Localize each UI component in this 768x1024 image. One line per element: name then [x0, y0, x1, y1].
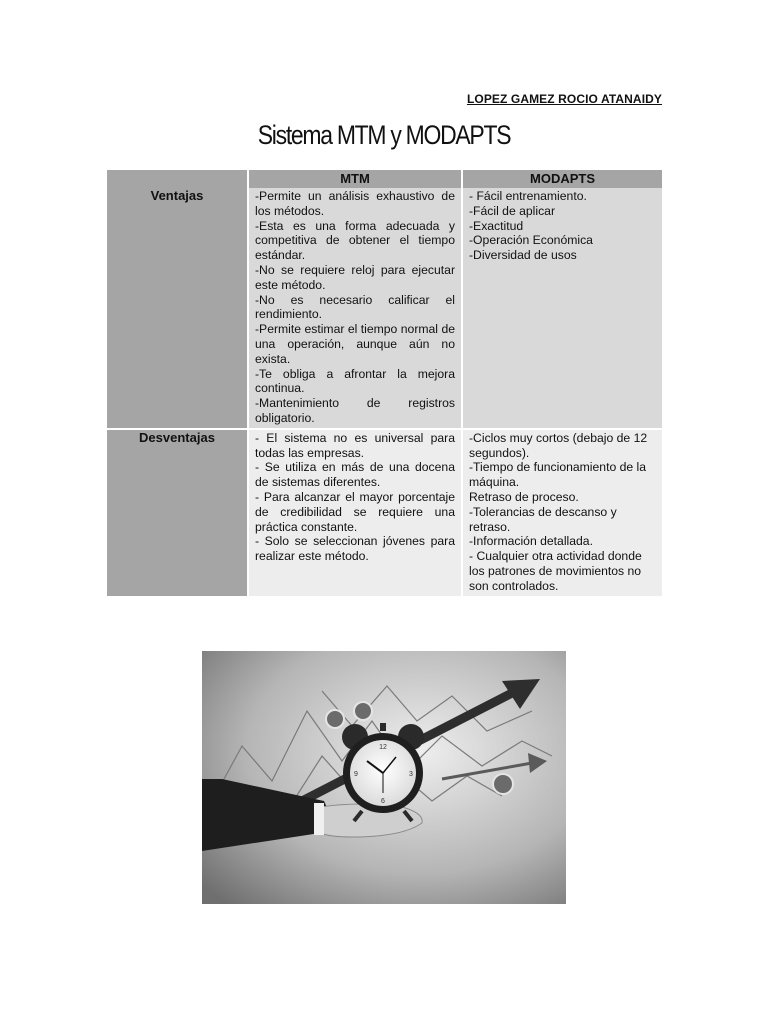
list-item: -Permite estimar el tiempo normal de una operación, aunque aún no exista.	[255, 322, 455, 366]
comparison-table	[107, 170, 662, 596]
list-item: -Mantenimiento de registros obligatorio.	[255, 396, 455, 425]
list-item: - Para alcanzar el mayor porcentaje de credibilidad se requiere una práctica constante.	[255, 489, 455, 534]
list-item: -Tolerancias de descanso y retraso.	[469, 504, 617, 534]
list-item: - El sistema no es universal para todas las empresas.	[255, 430, 455, 460]
list-item: -Operación Económica	[469, 233, 593, 248]
row-label-ventajas: Ventajas	[107, 188, 248, 429]
modapts-desventajas-cell	[462, 429, 662, 596]
table-header-row	[107, 170, 662, 188]
list-item: Retraso de proceso.	[469, 489, 579, 504]
clock-numeral: 9	[354, 771, 358, 778]
page-title: Sistema MTM y MODAPTS	[257, 120, 511, 150]
list-item: -Ciclos muy cortos (debajo de 12 segundos).	[469, 430, 648, 460]
list-item: -Exactitud	[469, 218, 524, 233]
list-item: -Diversidad de usos	[469, 248, 577, 263]
row-label-desventajas: Desventajas	[107, 429, 248, 596]
list-item: -Información detallada.	[469, 534, 593, 549]
modapts-ventajas-cell	[462, 188, 662, 429]
list-item: - Solo se seleccionan jóvenes para realizar este método.	[255, 534, 455, 564]
header-empty	[107, 170, 248, 188]
list-item: -No se requiere reloj para ejecutar este método.	[255, 262, 455, 292]
clock-numeral: 3	[409, 771, 413, 778]
mtm-desventajas-cell	[248, 429, 462, 596]
mtm-ventajas-cell	[248, 188, 462, 429]
list-item: - Fácil entrenamiento.	[469, 189, 587, 203]
list-item: - Cualquier otra actividad donde los patrones de movimientos no son controlados.	[469, 549, 642, 593]
table-row-desventajas	[107, 429, 662, 596]
list-item: -Esta es una forma adecuada y competitiva de obtener el tiempo estándar.	[255, 218, 455, 263]
clock-numeral: 12	[379, 744, 387, 751]
list-item: -No es necesario calificar el rendimiento.	[255, 292, 455, 322]
list-item: -Te obliga a afrontar la mejora continua.	[255, 366, 455, 396]
header-mtm: MTM	[248, 170, 462, 188]
table-row-ventajas	[107, 188, 662, 429]
list-item: -Permite un análisis exhaustivo de los métodos.	[255, 189, 455, 218]
list-item: -Fácil de aplicar	[469, 203, 556, 218]
author-name: LOPEZ GAMEZ ROCIO ATANAIDY	[466, 92, 662, 106]
clock-numeral: 6	[381, 798, 385, 805]
header-modapts: MODAPTS	[462, 170, 662, 188]
list-item: -Tiempo de funcionamiento de la máquina.	[469, 460, 647, 490]
clock-hand-photo	[202, 651, 566, 904]
list-item: - Se utiliza en más de una docena de sistemas diferentes.	[255, 460, 455, 490]
